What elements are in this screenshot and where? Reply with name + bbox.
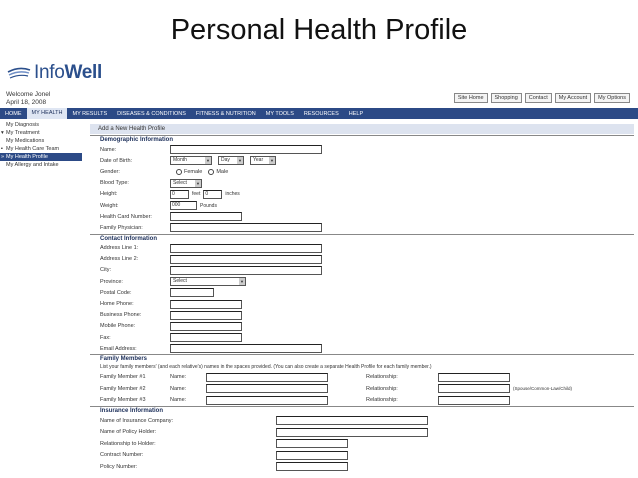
row-insurance-company [90, 415, 634, 427]
nav-diseases-conditions[interactable]: DISEASES & CONDITIONS [117, 110, 186, 117]
feet-unit: feet [192, 191, 201, 198]
nav-home[interactable]: HOME [5, 110, 22, 117]
height-label: Height: [100, 191, 118, 198]
insurance-company-input[interactable] [276, 416, 428, 425]
business-phone-label: Business Phone: [100, 312, 142, 319]
fax-input[interactable] [170, 333, 242, 342]
province-value: Select [173, 278, 187, 285]
postal-label: Postal Code: [100, 289, 132, 296]
row-health-card [90, 211, 634, 222]
weight-input[interactable]: 000 [170, 201, 197, 210]
health-card-label: Health Card Number: [100, 213, 152, 220]
relationship-holder-label: Relationship to Holder: [100, 440, 156, 447]
row-name [90, 144, 634, 155]
chevron-down-icon: ▼ [196, 180, 200, 186]
blood-label: Blood Type: [100, 180, 129, 187]
slide-title: Personal Health Profile [170, 14, 468, 46]
policy-holder-label: Name of Policy Holder: [100, 429, 157, 436]
toplink-site-home[interactable]: Site Home [454, 93, 488, 103]
name-input[interactable] [170, 145, 322, 154]
policy-number-label: Policy Number: [100, 463, 138, 470]
province-select[interactable] [170, 277, 246, 286]
home-phone-label: Home Phone: [100, 301, 134, 308]
row-business-phone [90, 310, 634, 321]
row-gender [90, 166, 634, 177]
sidebar-item-label: My Treatment [6, 130, 40, 136]
email-label: Email Address: [100, 345, 137, 352]
physician-label: Family Physician: [100, 224, 143, 231]
city-label: City: [100, 267, 111, 274]
toplink-my-account[interactable]: My Account [555, 93, 591, 103]
swoosh-icon [6, 64, 32, 82]
nav-my-tools[interactable]: MY TOOLS [265, 110, 294, 117]
family-rel-label: Relationship: [366, 397, 398, 404]
sidebar [0, 121, 82, 169]
row-fax [90, 332, 634, 343]
row-city [90, 265, 634, 276]
relationship-holder-input[interactable] [276, 439, 348, 448]
family-member-label: Family Member #1 [100, 374, 146, 381]
nav-resources[interactable]: RESOURCES [303, 110, 339, 117]
address-line-2-input[interactable] [170, 255, 322, 264]
mobile-phone-input[interactable] [170, 322, 242, 331]
chevron-right-icon: » [1, 154, 5, 160]
row-postal [90, 287, 634, 298]
home-phone-input[interactable] [170, 300, 242, 309]
physician-input[interactable] [170, 223, 322, 232]
family-member-3-name-input[interactable] [206, 396, 328, 405]
nav-my-health[interactable]: MY HEALTH [27, 108, 68, 119]
main-content [90, 124, 634, 472]
health-card-input[interactable] [170, 212, 242, 221]
family-member-row [90, 394, 634, 406]
fax-label: Fax: [100, 334, 111, 341]
chevron-down-icon: ▼ [238, 158, 242, 164]
contract-number-input[interactable] [276, 451, 348, 460]
sidebar-item-my-diagnosis[interactable] [0, 121, 82, 129]
row-email [90, 343, 634, 354]
name-label: Name: [100, 146, 117, 153]
toplink-my-options[interactable]: My Options [594, 93, 630, 103]
row-addr1 [90, 243, 634, 254]
sidebar-item-my-treatment[interactable] [0, 129, 82, 137]
row-blood [90, 178, 634, 189]
gender-male-radio[interactable] [208, 169, 214, 175]
contract-number-label: Contract Number: [100, 452, 144, 459]
gender-female-label: Female [184, 168, 203, 175]
section-contact: Contact Information [90, 234, 634, 243]
addr2-label: Address Line 2: [100, 256, 139, 263]
gender-male-label: Male [216, 168, 229, 175]
family-note: List your family members' (and each relative's) names in the spaces provided. (You can also create a separate Health Profile for each family member.) [100, 364, 432, 371]
weight-label: Weight: [100, 202, 119, 209]
section-insurance: Insurance Information [90, 406, 634, 415]
province-label: Province: [100, 278, 123, 285]
inches-unit: inches [225, 191, 240, 198]
gender-female-radio[interactable] [176, 169, 182, 175]
gender-label: Gender: [100, 168, 120, 175]
business-phone-input[interactable] [170, 311, 242, 320]
dob-year-value: Year [253, 157, 264, 164]
family-name-label: Name: [170, 385, 187, 392]
height-inches-input[interactable]: 0 [203, 190, 222, 199]
sidebar-item-label: My Diagnosis [6, 122, 40, 128]
dob-day-value: Day [221, 157, 230, 164]
chevron-down-icon: ▼ [270, 158, 274, 164]
welcome-user: Welcome Jonel [6, 91, 51, 98]
logo-text [34, 62, 102, 84]
row-home-phone [90, 298, 634, 309]
postal-code-input[interactable] [170, 288, 214, 297]
main-nav [0, 108, 638, 119]
family-member-3-relationship-input[interactable] [438, 396, 510, 405]
family-member-label: Family Member #3 [100, 397, 146, 404]
row-addr2 [90, 254, 634, 265]
row-province [90, 276, 634, 287]
address-line-1-input[interactable] [170, 244, 322, 253]
height-feet-input[interactable]: 0 [170, 190, 189, 199]
family-member-2-relationship-input[interactable] [438, 384, 510, 393]
chevron-down-icon: ▼ [206, 158, 210, 164]
toplink-shopping[interactable]: Shopping [491, 93, 522, 103]
bullet-square-icon: ▪ [1, 146, 3, 152]
logo-text-bold: Well [64, 62, 103, 83]
sidebar-item-label: My Health Profile [6, 154, 48, 160]
addr1-label: Address Line 1: [100, 245, 139, 252]
nav-my-results[interactable]: MY RESULTS [72, 110, 108, 117]
welcome-date: April 18, 2008 [6, 99, 47, 106]
email-input[interactable] [170, 344, 322, 353]
row-physician [90, 222, 634, 233]
city-input[interactable] [170, 266, 322, 275]
row-weight [90, 200, 634, 211]
welcome-block [6, 91, 50, 107]
relationship-hint: (Spouse/Common-Law/Child) [513, 386, 573, 392]
family-member-label: Family Member #2 [100, 385, 146, 392]
infowell-logo[interactable] [6, 62, 102, 84]
page-heading: Add a New Health Profile [90, 124, 634, 134]
row-relationship-holder [90, 438, 634, 450]
expand-arrow-icon: ▾ [1, 130, 4, 136]
dob-month-value: Month [173, 157, 187, 164]
family-member-1-relationship-input[interactable] [438, 373, 510, 382]
sidebar-item-my-medications[interactable] [0, 137, 82, 145]
blood-type-select[interactable] [170, 179, 202, 188]
family-name-label: Name: [170, 374, 187, 381]
sidebar-item-label: My Allergy and Intake [6, 162, 59, 168]
sidebar-item-my-allergy[interactable] [0, 161, 82, 169]
mobile-phone-label: Mobile Phone: [100, 323, 136, 330]
nav-help[interactable]: HELP [348, 110, 364, 117]
chevron-down-icon: ▼ [240, 279, 244, 285]
sidebar-item-my-health-profile[interactable] [0, 153, 82, 161]
blood-type-value: Select [173, 179, 187, 186]
row-dob [90, 155, 634, 166]
family-name-label: Name: [170, 397, 187, 404]
row-mobile-phone [90, 321, 634, 332]
dob-month-select[interactable] [170, 156, 212, 165]
sidebar-item-label: My Medications [6, 138, 45, 144]
row-policy-holder [90, 426, 634, 438]
family-member-row [90, 383, 634, 395]
toplink-contact[interactable]: Contact [525, 93, 552, 103]
top-links [454, 93, 630, 103]
family-member-row [90, 371, 634, 383]
insurance-company-label: Name of Insurance Company: [100, 417, 174, 424]
weight-unit: Pounds [200, 202, 217, 209]
family-rel-label: Relationship: [366, 374, 398, 381]
row-contract-number [90, 449, 634, 461]
dob-year-select[interactable] [250, 156, 276, 165]
policy-holder-input[interactable] [276, 428, 428, 437]
sidebar-item-my-health-care-team[interactable] [0, 145, 82, 153]
sidebar-item-label: My Health Care Team [6, 146, 60, 152]
section-demographic: Demographic Information [90, 135, 634, 144]
family-member-1-name-input[interactable] [206, 373, 328, 382]
policy-number-input[interactable] [276, 462, 348, 471]
family-member-2-name-input[interactable] [206, 384, 328, 393]
section-family: Family Members [90, 354, 634, 363]
logo-text-light: Info [34, 62, 65, 83]
row-policy-number [90, 461, 634, 473]
dob-day-select[interactable] [218, 156, 244, 165]
family-rel-label: Relationship: [366, 385, 398, 392]
row-height [90, 189, 634, 200]
dob-label: Date of Birth: [100, 157, 133, 164]
nav-fitness-nutrition[interactable]: FITNESS & NUTRITION [195, 110, 256, 117]
